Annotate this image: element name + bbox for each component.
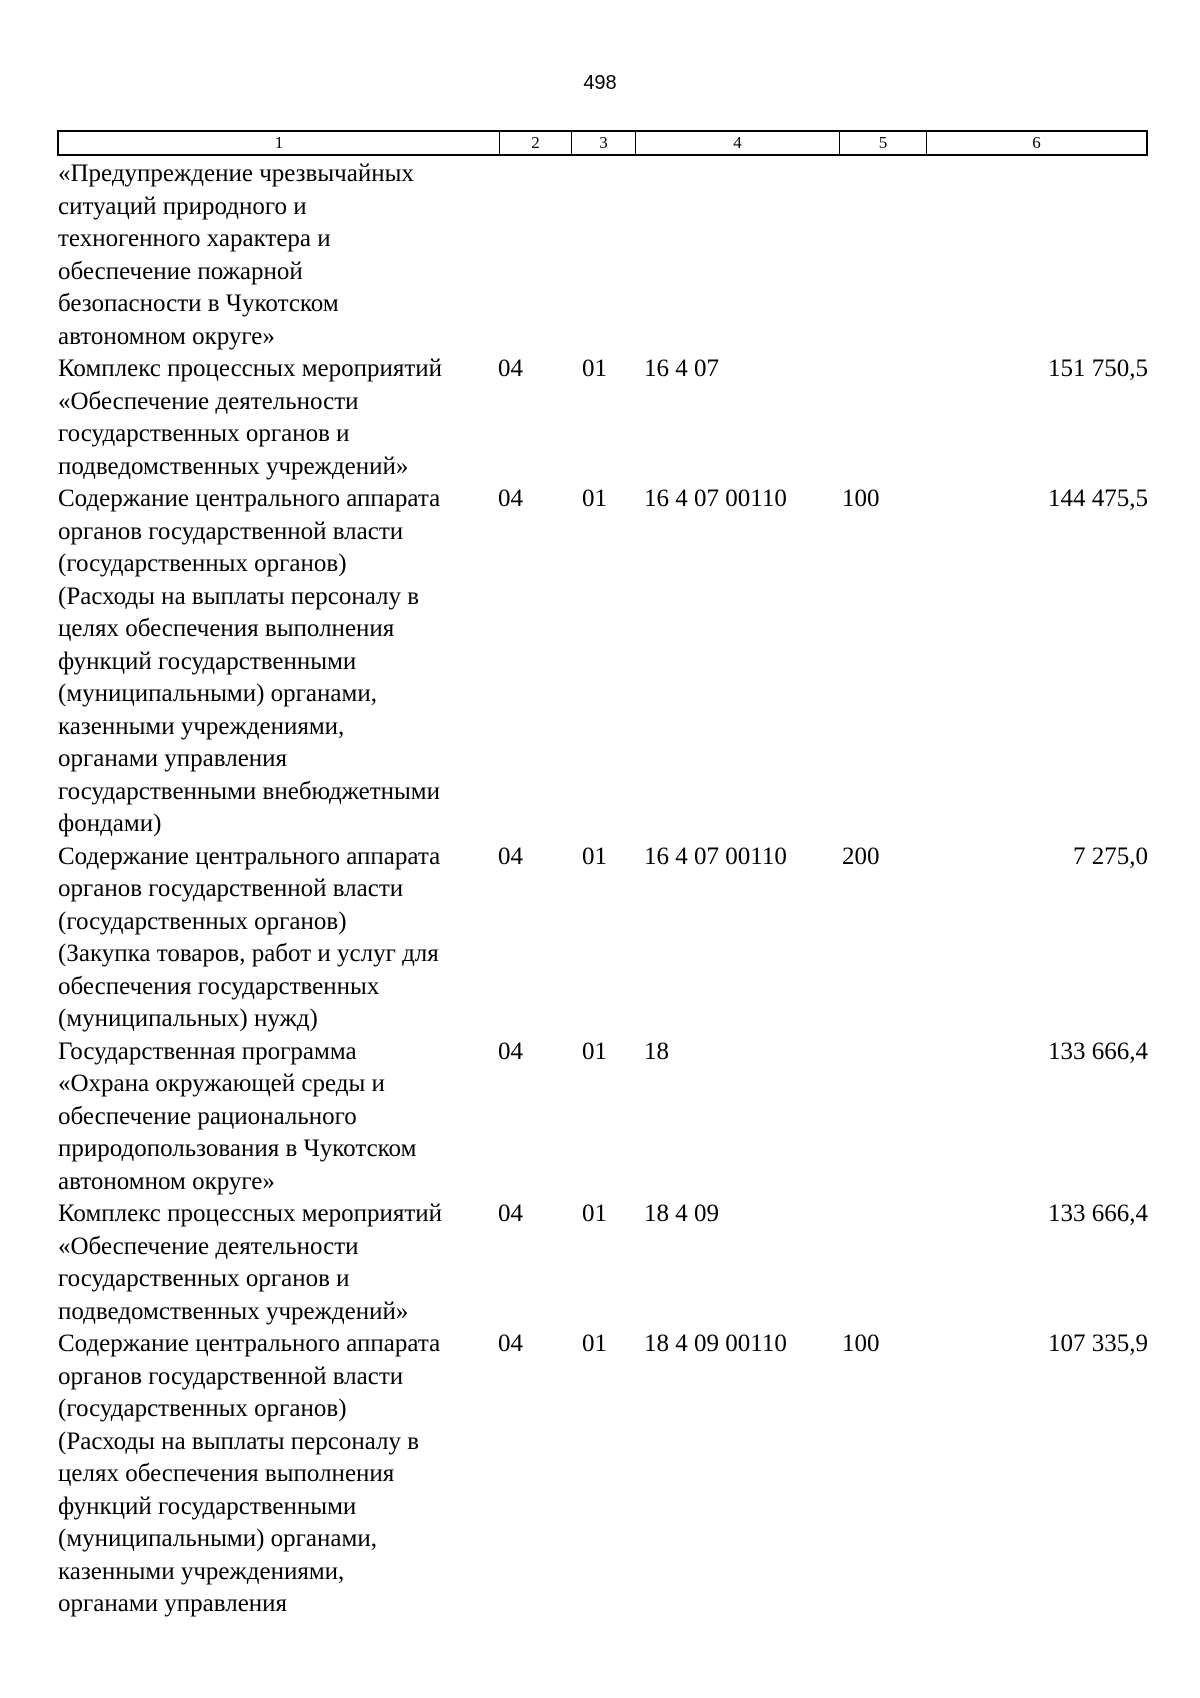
row-amount [926, 158, 1148, 353]
row-name: Содержание центрального аппарата органов государственной власти (государственных органов) (Расходы на выплаты персоналу в целях обеспечения выполнения функций государственными (муниципальными) органами, казенными учреждениями, органами управления [58, 1330, 441, 1617]
row-target-code: 16 4 07 00110 [644, 842, 787, 870]
row-name: «Предупреждение чрезвычайных ситуаций природного и техногенного характера и обеспечение пожарной безопасности в Чукотском автономном округе» [58, 160, 414, 350]
row-expense-type [836, 1198, 926, 1328]
row-target-code: 18 4 09 [644, 1200, 719, 1227]
row-target-code: 16 4 07 00110 [644, 485, 787, 512]
row-subsection: 01 [582, 1330, 607, 1357]
row-amount: 7 275,0 [1073, 842, 1148, 870]
table-row [58, 1036, 1148, 1199]
row-name: Комплекс процессных мероприятий «Обеспечение деятельности государственных органов и подведомственных учреждений» [58, 1200, 443, 1325]
row-name: Государственная программа «Охрана окружающей среды и обеспечение рационального природопользования в Чукотском автономном округе» [58, 1037, 417, 1195]
row-expense-type: 200 [842, 842, 880, 870]
row-expense-type [836, 353, 926, 483]
row-target-code: 16 4 07 [644, 355, 719, 382]
header-col-5: 5 [839, 132, 926, 154]
row-name: Комплекс процессных мероприятий «Обеспечение деятельности государственных органов и подведомственных учреждений» [58, 355, 443, 480]
table-body [58, 158, 1148, 1621]
row-amount: 144 475,5 [1048, 485, 1148, 512]
table-row [58, 1198, 1148, 1328]
header-col-2: 2 [499, 132, 571, 154]
row-target-code: 18 4 09 00110 [644, 1330, 787, 1357]
row-subsection: 01 [582, 1037, 607, 1065]
row-subsection [570, 158, 634, 353]
row-amount: 107 335,9 [1048, 1330, 1148, 1357]
table-row [58, 841, 1148, 1036]
header-col-1: 1 [274, 133, 284, 152]
header-col-4: 4 [635, 132, 839, 154]
header-col-6: 6 [926, 132, 1146, 154]
row-subsection: 01 [582, 842, 607, 870]
row-name: Содержание центрального аппарата органов государственной власти (государственных органов) (Закупка товаров, работ и услуг для обеспечения государственных (муниципальных) нужд) [58, 842, 441, 1032]
table-header [57, 130, 1148, 156]
row-section: 04 [498, 1330, 523, 1357]
row-name: Содержание центрального аппарата органов государственной власти (государственных органов) (Расходы на выплаты персоналу в целях обеспечения выполнения функций государственными (муниципальными) органами, казенными учреждениями, органами управления государственными внебюджетными фондами) [58, 485, 441, 837]
row-section: 04 [498, 842, 523, 870]
row-subsection: 01 [582, 485, 607, 512]
row-section: 04 [498, 1200, 523, 1227]
row-expense-type [836, 1036, 926, 1199]
table-row [58, 158, 1148, 353]
table-row [58, 1328, 1148, 1621]
row-expense-type: 100 [842, 485, 880, 512]
row-target-code: 18 [644, 1037, 669, 1065]
row-section: 04 [498, 1037, 523, 1065]
page-number: 498 [583, 72, 617, 94]
table-row [58, 483, 1148, 841]
row-subsection: 01 [582, 355, 607, 382]
header-col-3: 3 [571, 132, 635, 154]
row-section: 04 [498, 485, 523, 512]
row-amount: 133 666,4 [1048, 1037, 1148, 1065]
row-target-code [634, 158, 836, 353]
row-amount: 133 666,4 [1048, 1200, 1148, 1227]
row-section: 04 [498, 355, 523, 382]
row-expense-type: 100 [842, 1330, 880, 1357]
row-expense-type [836, 158, 926, 353]
row-subsection: 01 [582, 1200, 607, 1227]
table-row [58, 353, 1148, 483]
row-section [496, 158, 570, 353]
row-amount: 151 750,5 [1048, 355, 1148, 382]
